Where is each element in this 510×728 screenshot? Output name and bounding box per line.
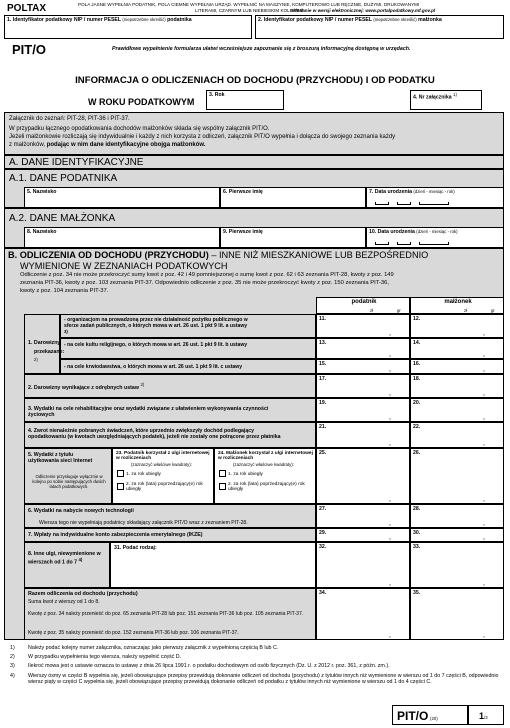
footer-version: (20): [430, 716, 438, 721]
row-1a-desc: [60, 314, 316, 338]
field-23-option-2-label: 2. za rok (lata) poprzedzający(e) rok ubiegły: [126, 482, 203, 492]
decimal-separator: ,: [389, 534, 391, 541]
row-2-desc: [24, 374, 316, 398]
other-deduction-type-field[interactable]: [110, 542, 316, 588]
decimal-separator: ,: [389, 351, 391, 358]
amount-field-sum-spouse[interactable]: [410, 588, 504, 640]
decimal-separator: ,: [389, 330, 391, 337]
surname-field[interactable]: [24, 187, 220, 208]
footnote-3: Ilekroć mowa jest o ustawie oznacza to ustawę z dnia 26 lipca 1991 r. o podatku dochodowym od osób fizycznych (Dz. U. z 2012 r. poz. 361, z późn. zm.).: [28, 663, 390, 670]
amount-field-r1c-spouse[interactable]: [410, 359, 504, 374]
field-2-hint: (niepotrzebne skreślić): [373, 17, 417, 22]
field-number-label: 17.: [319, 376, 327, 382]
footnote-1: Należy podać kolejny numer załącznika, oznaczając jako pierwszy załącznik z wypełnioną częścią B lub C.: [28, 645, 279, 651]
footnote-mark-3: 3): [10, 663, 15, 670]
field-number-label: 21.: [319, 424, 327, 430]
section-a2-title: A.2. DANE MAŁŻONKA: [9, 213, 116, 224]
row-5-title: 5. Wydatki z tytułu użytkowania sieci Internet: [28, 452, 93, 464]
attachment-number-field[interactable]: [410, 90, 482, 110]
footer-pages: /3: [484, 715, 488, 720]
amount-field-r5-spouse[interactable]: [410, 448, 504, 504]
sum-note-1: Kwotę z poz. 34 należy przenieść do poz. 65 zeznania PIT-28 lub poz. 151 zeznania PIT-36 lub poz. 105 zeznania PIT-37.: [28, 611, 304, 617]
field-2-suffix: małżonka: [418, 17, 442, 23]
amount-field-r1a-spouse[interactable]: [410, 314, 504, 338]
checkbox-24-2[interactable]: [219, 483, 226, 490]
field-24-label: 24. Małżonek korzystał z ulgi internetowej w rozliczeniach: [218, 451, 313, 461]
field-number-label: 16.: [413, 361, 421, 367]
field-10-label: 10. Data urodzenia: [369, 229, 415, 235]
row-8-text: 8. Inne ulgi, niewymienione w wierszach od 1 do 7: [28, 551, 101, 566]
field-6-label: 6. Pierwsze imię: [223, 189, 263, 195]
decimal-separator: ,: [389, 520, 391, 527]
decimal-separator: ,: [389, 580, 391, 587]
row-7-desc: [24, 528, 316, 542]
field-number-label: 20.: [413, 400, 421, 406]
row-1a-footnote: 3): [64, 329, 68, 334]
decimal-separator: ,: [483, 534, 485, 541]
form-title: INFORMACJA O ODLICZENIACH OD DOCHODU (PRZYCHODU) I OD PODATKU: [75, 75, 435, 86]
field-number-label: 35.: [413, 590, 421, 596]
section-b-desc-1: Odliczenie z poz. 34 nie może przekroczyć sumy kwot z poz. 42 i 49 pomniejszonej o sumę kwot z poz. 62 i 63 zeznania PIT-28, kwoty z poz. 149: [20, 272, 394, 278]
field-number-label: 14.: [413, 340, 421, 346]
gr-label-2: gr: [491, 308, 495, 313]
field-24-hint: (zaznaczyć właściwe kwadraty):: [233, 462, 294, 467]
section-b-title: B. ODLICZENIA OD DOCHODU (PRZYCHODU): [8, 250, 209, 260]
field-31-label: 31. Podać rodzaj:: [114, 545, 157, 551]
amount-field-r2-taxpayer[interactable]: [316, 374, 410, 398]
intro-box: [4, 112, 504, 155]
section-a-title: A. DANE IDENTYFIKACYJNE: [9, 157, 144, 168]
field-23-label: 23. Podatnik korzystał z ulgi internetowej w rozliczeniach: [116, 451, 210, 461]
amount-field-r1b-taxpayer[interactable]: [316, 338, 410, 359]
row-1a-text: - organizacjom na prowadzoną przez nie działalność pożytku publicznego w sferze zadań publicznych, o których mowa w art. 26 ust. 1 pkt 9 lit. a ustawy: [64, 317, 248, 329]
notice-line-3: Składanie w wersji elektronicznej: www.portalpodatkowy.mf.gov.pl: [290, 8, 436, 13]
decimal-separator: ,: [389, 496, 391, 503]
year-field[interactable]: [206, 90, 284, 110]
spouse-first-name-field[interactable]: [220, 227, 366, 248]
footer-page-box: [468, 705, 504, 725]
intro-line-4b: podając w nim dane identyfikacyjne obojga małżonków.: [46, 142, 206, 148]
amount-field-r1a-taxpayer[interactable]: [316, 314, 410, 338]
footnote-mark-1: 1): [10, 645, 15, 651]
decimal-separator: ,: [389, 366, 391, 373]
first-name-field[interactable]: [220, 187, 366, 208]
internet-spouse-field[interactable]: [214, 448, 316, 504]
amount-field-r4-taxpayer[interactable]: [316, 422, 410, 448]
field-number-label: 12.: [413, 316, 421, 322]
row-2-text: 2. Darowizny wynikające z odrębnych ustaw: [28, 384, 139, 391]
intro-line-2: W przypadku łącznego opodatkowania dochodów małżonków składa się wspólny załącznik PIT/O.: [9, 126, 270, 132]
decimal-separator: ,: [483, 580, 485, 587]
zl-label-2: zł: [464, 308, 468, 313]
field-24-option-2[interactable]: [219, 482, 315, 492]
amount-field-r5-taxpayer[interactable]: [316, 448, 410, 504]
field-number-label: 30.: [413, 530, 421, 536]
spouse-surname-field[interactable]: [24, 227, 220, 248]
row-1-label: [24, 314, 65, 374]
field-number-label: 11.: [319, 316, 326, 322]
spouse-birth-date-field[interactable]: [366, 227, 504, 248]
amount-field-r7-spouse[interactable]: [410, 528, 504, 542]
row-6-desc: [24, 504, 316, 528]
field-24-option-2-label: 2. za rok (lata) poprzedzający(e) rok ubiegły: [228, 482, 305, 492]
field-23-option-1[interactable]: [117, 470, 161, 477]
year-label: W ROKU PODATKOWYM: [88, 97, 195, 107]
amount-field-r3-taxpayer[interactable]: [316, 398, 410, 422]
field-number-label: 18.: [413, 376, 421, 382]
field-number-label: 32.: [319, 544, 327, 550]
checkbox-24-1[interactable]: [219, 470, 226, 477]
notice-line-2: LITERAMI, CZARNYM LUB NIEBIESKIM KOLOREM.: [195, 8, 305, 13]
row-1c-text: - na cele krwiodawstwa, o których mowa w art. 26 ust. 1 pkt 9 lit. c ustawy: [64, 364, 243, 370]
footnote-4: Wierszy ósmy w części B wypełnia się, jeżeli obowiązujące przepisy przewidują dokonanie odliczeń od dochodu (przychodu) z tytułów innych niż wymienione w wierszu od 1 do 7 części B, odpowiednio wiersz piąty w części C wypełnia się, jeżeli obowiązujące przepisy przewidują dokonanie odliczeń od podatku z tytułów innych niż wymienione w wierszu od 1 do 4 części C.: [28, 672, 499, 685]
field-24-option-1-label: 1. za rok ubiegły: [228, 471, 263, 477]
field-23-option-1-label: 1. za rok ubiegły: [126, 471, 161, 477]
field-number-label: 13.: [319, 340, 327, 346]
section-b-desc-2: zeznania PIT-36, kwoty z poz. 103 zeznania PIT-37. Odpowiednio odliczenie z poz. 35 nie może przekroczyć kwoty z poz. 150 zeznania PIT-36,: [20, 280, 389, 286]
row-1b-desc: [60, 338, 316, 359]
row-4-desc: [24, 422, 316, 448]
row-8-footnote: 4): [78, 557, 83, 562]
decimal-separator: ,: [389, 414, 391, 421]
field-2-label: 2. Identyfikator podatkowy NIP / numer PESEL: [258, 17, 372, 23]
field-number-label: 33.: [413, 544, 421, 550]
row-3-text: 3. Wydatki na cele rehabilitacyjne oraz wydatki związane z ułatwieniem wykonywania czynności życiowych: [28, 406, 269, 418]
row-1-footnote: 2): [34, 357, 38, 362]
section-a1-title: A.1. DANE PODATNIKA: [9, 173, 118, 184]
decimal-separator: ,: [389, 390, 391, 397]
amount-field-r4-spouse[interactable]: [410, 422, 504, 448]
field-24-option-1[interactable]: [219, 470, 263, 477]
amount-field-r6-taxpayer[interactable]: [316, 504, 410, 528]
taxpayer-id-field[interactable]: [4, 15, 252, 39]
birth-date-field[interactable]: [366, 187, 504, 208]
amount-field-r7-taxpayer[interactable]: [316, 528, 410, 542]
form-code: PIT/O: [12, 42, 46, 57]
intro-line-4a: z małżonków,: [9, 142, 46, 148]
footer-form-code: PIT/O: [397, 709, 429, 723]
amount-field-sum-taxpayer[interactable]: [316, 588, 410, 640]
field-3-label: 3. Rok: [209, 92, 225, 98]
decimal-separator: ,: [483, 496, 485, 503]
field-1-label: 1. Identyfikator podatkowy NIP / numer PESEL: [7, 17, 121, 23]
field-number-label: 29.: [319, 530, 327, 536]
decimal-separator: ,: [483, 330, 485, 337]
footnote-mark-2: 2): [10, 654, 15, 661]
decimal-separator: ,: [483, 632, 485, 639]
section-b-title-line2: WYMIENIONE W ZEZNANIACH PODATKOWYCH: [20, 261, 228, 271]
amount-field-r8-spouse[interactable]: [410, 542, 504, 588]
row-4-text: 4. Zwrot nienależnie pobranych świadczeń, które uprzednio zwiększyły dochód podlegający opodatkowaniu (w kwotach uwzględniających podatek), jeżeli nie zostały one potrącone przez płatnika: [28, 428, 281, 440]
amount-field-r2-spouse[interactable]: [410, 374, 504, 398]
decimal-separator: ,: [483, 440, 485, 447]
field-number-label: 34.: [319, 590, 327, 596]
decimal-separator: ,: [389, 632, 391, 639]
row-1c-desc: [60, 359, 316, 374]
field-number-label: 26.: [413, 450, 421, 456]
column-header-taxpayer: [316, 297, 410, 314]
field-number-label: 25.: [319, 450, 327, 456]
footer-form-code-box: [392, 705, 468, 725]
zl-label-1: zł: [370, 308, 374, 313]
field-23-option-2[interactable]: [117, 482, 213, 492]
row-5-label: [24, 448, 112, 504]
sum-title: Razem odliczenia od dochodu (przychodu): [28, 591, 138, 597]
field-7-hint: (dzień - miesiąc - rok): [413, 189, 455, 194]
field-4-label: 4. Nr załącznika: [413, 94, 452, 101]
intro-line-3: Jeżeli małżonkowie rozliczają się indywidualnie i każdy z nich korzysta z odliczeń, załącznik PIT/O wypełnia i dołącza do swojego zeznania każdy: [9, 134, 396, 140]
decimal-separator: ,: [389, 440, 391, 447]
row-1b-text: - na cele kultu religijnego, o których mowa w art. 26 ust. 1 pkt 9 lit. b ustawy: [64, 342, 248, 348]
row-3-desc: [24, 398, 316, 422]
field-10-hint: (dzień - miesiąc - rok): [416, 229, 458, 234]
field-number-label: 19.: [319, 400, 327, 406]
field-1-suffix: podatnika: [167, 17, 192, 23]
checkbox-23-1[interactable]: [117, 470, 124, 477]
row-6-text: 6. Wydatki na nabycie nowych technologii: [28, 508, 134, 514]
decimal-separator: ,: [483, 351, 485, 358]
footnote-2: W przypadku wypełnienia tego wiersza, należy wypełnić część D.: [28, 654, 182, 661]
field-number-label: 28.: [413, 506, 421, 512]
column-header-spouse: [410, 297, 504, 314]
sum-subtitle: Suma kwot z wierszy od 1 do 8.: [28, 599, 100, 605]
amount-field-r1c-taxpayer[interactable]: [316, 359, 410, 374]
amount-field-r8-taxpayer[interactable]: [316, 542, 410, 588]
row-7-text: 7. Wpłaty na indywidualne konto zabezpieczenia emerytalnego (IKZE): [28, 532, 203, 538]
decimal-separator: ,: [483, 414, 485, 421]
field-8-label: 8. Nazwisko: [27, 229, 57, 235]
amount-field-r6-spouse[interactable]: [410, 504, 504, 528]
footnote-mark-4: 4): [10, 672, 15, 679]
sum-row-desc: [24, 588, 316, 640]
gr-label-1: gr: [397, 308, 401, 313]
row-5-note: Odliczenie przysługuje wyłącznie w kolejno po sobie następujących dwóch latach podatkowych.: [32, 474, 106, 489]
field-5-label: 5. Nazwisko: [27, 189, 57, 195]
row-6-note: Wiersza tego nie wypełniają podatnicy składający załącznik PIT/O wraz z zeznaniem PIT-28.: [39, 520, 248, 526]
row-8-label: [24, 542, 110, 588]
field-number-label: 27.: [319, 506, 327, 512]
decimal-separator: ,: [483, 366, 485, 373]
amount-field-r3-spouse[interactable]: [410, 398, 504, 422]
column-taxpayer-label: podatnik: [351, 299, 377, 305]
intro-line-1: Załącznik do zeznań: PIT-28, PIT-36 i PIT-37.: [9, 116, 130, 122]
section-a-header: [4, 155, 504, 169]
notice-line-1: POLA JASNE WYPEŁNIA PODATNIK, POLA CIEMNE WYPEŁNIA URZĄD. WYPEŁNIĆ NA MASZYNIE, KOMPUTEROWO LUB RĘCZNIE, DUŻYMI, DRUKOWANYMI: [78, 2, 420, 7]
row-1-title: 1. Darowizny: [28, 340, 61, 346]
section-b-title-rest: – INNE NIŻ MIESZKANIOWE LUB BEZPOŚREDNIO: [208, 250, 429, 260]
field-23-hint: (zaznaczyć właściwe kwadraty):: [131, 462, 192, 467]
spouse-id-field[interactable]: [255, 15, 504, 39]
row-1-title-2: przekazane:: [34, 349, 65, 355]
field-4-footnote-mark: 1): [453, 92, 457, 97]
guidance-text: Prawidłowe wypełnienie formularza ułatwi wcześniejsze zapoznanie się z broszurą informacyjną dostępną w urzędach.: [112, 46, 411, 52]
field-1-hint: (niepotrzebne skreślić): [122, 17, 166, 22]
column-spouse-label: małżonek: [444, 299, 472, 305]
section-b-desc-3: kwoty z poz. 104 zeznania PIT-37.: [20, 288, 109, 294]
internet-taxpayer-field[interactable]: [112, 448, 214, 504]
amount-field-r1b-spouse[interactable]: [410, 338, 504, 359]
field-7-label: 7. Data urodzenia: [369, 189, 412, 195]
brand-logo: POLTAX: [7, 3, 47, 14]
sum-note-2: Kwotę z poz. 35 należy przenieść do poz. 152 zeznania PIT-36 lub poz. 106 zeznania PIT-37.: [28, 630, 239, 636]
decimal-separator: ,: [483, 520, 485, 527]
checkbox-23-2[interactable]: [117, 483, 124, 490]
field-number-label: 22.: [413, 424, 421, 430]
row-2-footnote: 2): [140, 382, 145, 387]
footer-page: 1: [479, 711, 485, 721]
field-9-label: 9. Pierwsze imię: [223, 229, 263, 235]
field-number-label: 15.: [319, 361, 327, 367]
decimal-separator: ,: [483, 390, 485, 397]
